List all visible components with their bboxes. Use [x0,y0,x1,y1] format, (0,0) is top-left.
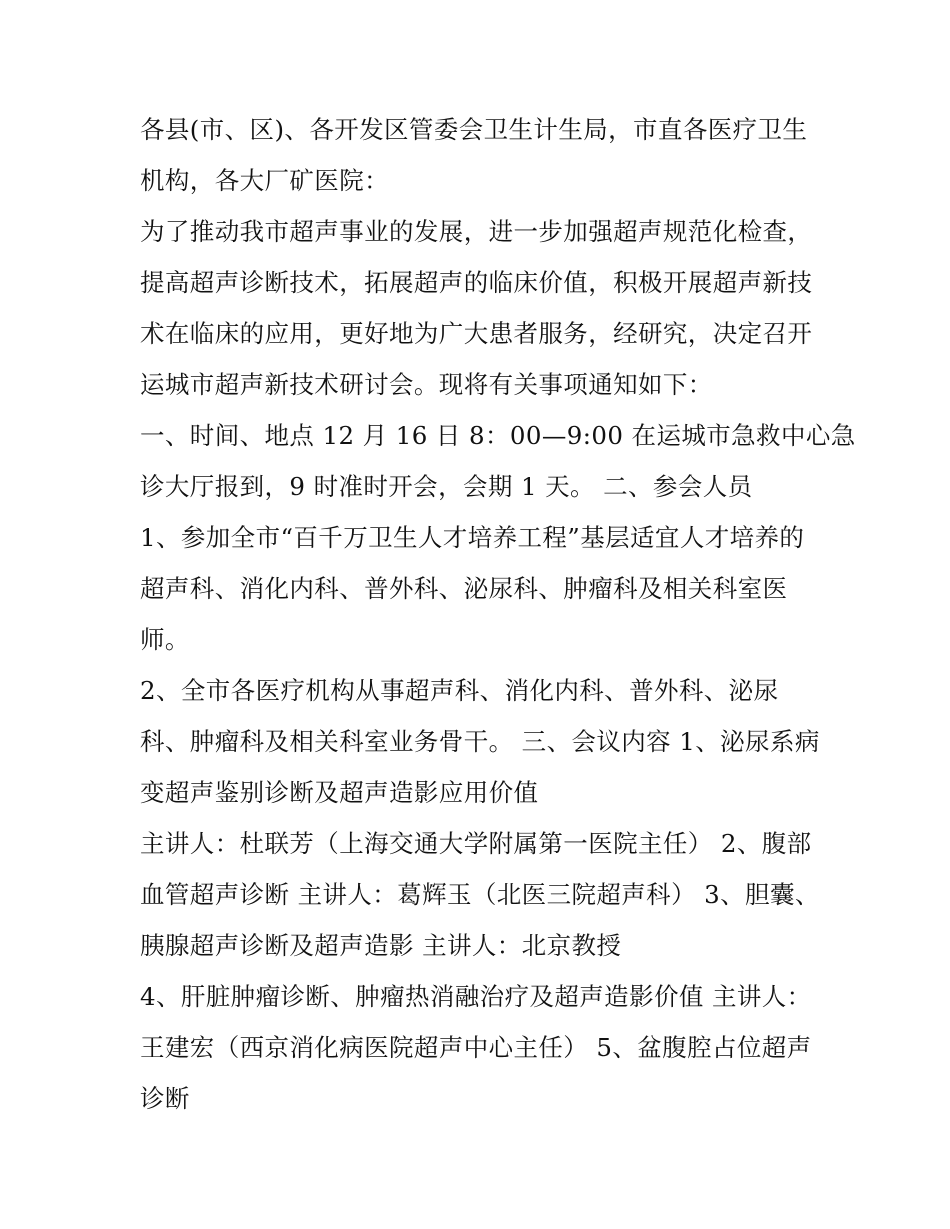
text-line: 机构，各大厂矿医院： [140,166,389,195]
text-line: 各县(市、区)、各开发区管委会卫生计生局，市直各医疗卫生 [140,115,808,144]
text-line: 师。 [140,625,190,654]
text-line: 诊大厅报到，9 时准时开会，会期 1 天。 二、参会人员 [140,472,753,501]
text-line: 2、全市各医疗机构从事超声科、消化内科、普外科、泌尿 [140,676,779,705]
text-line: 变超声鉴别诊断及超声造影应用价值 [140,778,539,807]
text-line: 胰腺超声诊断及超声造影 主讲人：北京教授 [140,931,622,960]
text-line: 一、时间、地点 12 月 16 日 8：00—9:00 在运城市急救中心急 [140,421,856,450]
text-line: 血管超声诊断 主讲人：葛辉玉（北医三院超声科） 3、胆囊、 [140,880,820,909]
text-line: 王建宏（西京消化病医院超声中心主任） 5、盆腹腔占位超声 [140,1033,812,1062]
text-line: 运城市超声新技术研讨会。现将有关事项通知如下： [140,370,713,399]
text-line: 1、参加全市“百千万卫生人才培养工程”基层适宜人才培养的 [140,523,805,552]
text-line: 超声科、消化内科、普外科、泌尿科、肿瘤科及相关科室医 [140,574,788,603]
text-line: 科、肿瘤科及相关科室业务骨干。 三、会议内容 1、泌尿系病 [140,727,820,756]
document-body [140,109,856,1129]
text-line: 4、肝脏肿瘤诊断、肿瘤热消融治疗及超声造影价值 主讲人： [140,982,812,1011]
text-line: 术在临床的应用，更好地为广大患者服务，经研究，决定召开 [140,319,813,348]
text-line: 为了推动我市超声事业的发展，进一步加强超声规范化检查， [140,217,813,246]
text-line: 提高超声诊断技术，拓展超声的临床价值，积极开展超声新技 [140,268,813,297]
text-line: 主讲人：杜联芳（上海交通大学附属第一医院主任） 2、腹部 [140,829,812,858]
text-line: 诊断 [140,1084,190,1113]
